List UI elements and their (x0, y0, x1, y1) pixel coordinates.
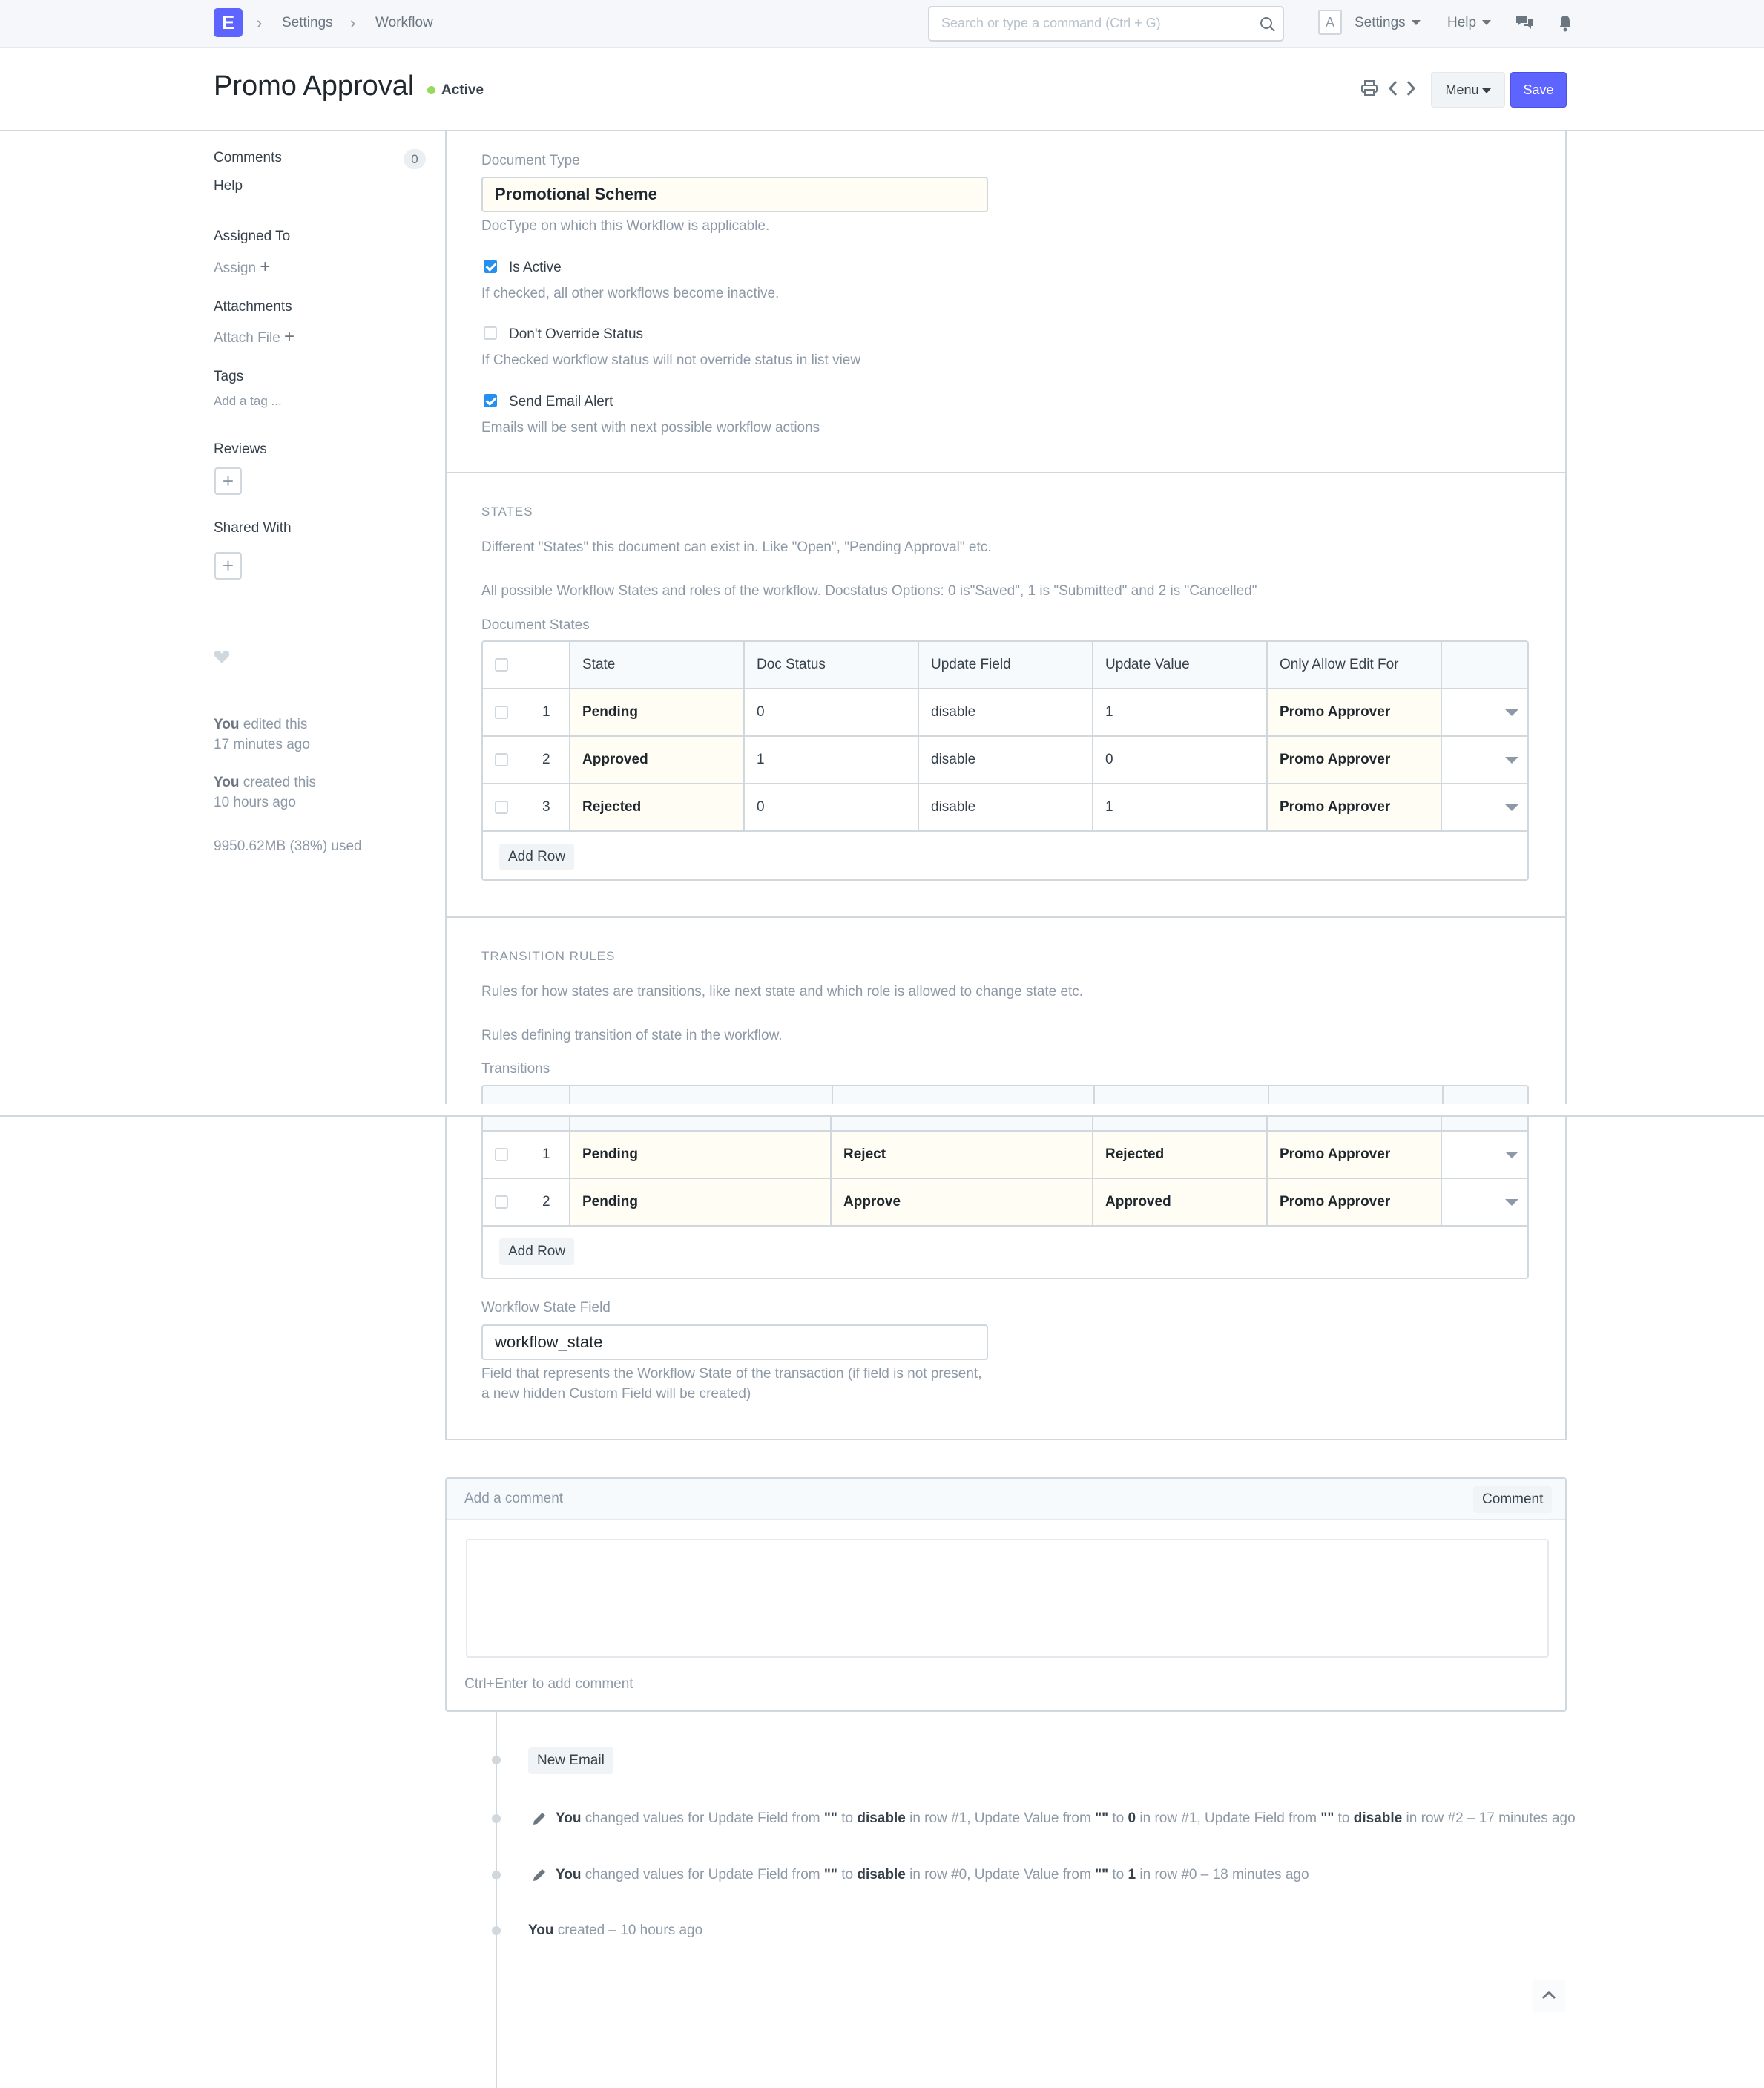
comments-count-badge: 0 (404, 149, 426, 169)
grid-column-divider (1441, 1117, 1442, 1132)
attach-file-link[interactable] (214, 326, 294, 347)
edited-time: 17 minutes ago (214, 737, 310, 752)
timeline-line (496, 1712, 497, 2088)
update-value-cell[interactable]: 0 (1092, 737, 1266, 783)
grid-column-divider (1268, 1086, 1269, 1104)
entry-text: in row #0 – 18 minutes ago (1139, 1867, 1309, 1882)
is-active-checkbox[interactable] (484, 260, 497, 273)
send-email-alert-label: Send Email Alert (509, 394, 613, 410)
menu-button-label: Menu (1445, 82, 1479, 97)
row-expand-caret-icon[interactable] (1505, 709, 1518, 716)
update-field-cell[interactable]: disable (918, 784, 1092, 830)
chevron-right-icon: › (257, 13, 263, 32)
entry-value: "" (1095, 1867, 1109, 1882)
workflow-state-field-label: Workflow State Field (481, 1300, 611, 1316)
timeline-dot (492, 1814, 501, 1823)
allow-edit-cell[interactable]: Promo Approver (1266, 784, 1441, 830)
column-header-actions (1441, 642, 1527, 688)
like-heart-icon[interactable] (214, 650, 230, 665)
created-by (214, 775, 316, 791)
doc-status-cell[interactable]: 0 (743, 784, 918, 830)
transition-action-cell[interactable]: Approve (830, 1179, 1092, 1225)
add-row-button[interactable]: Add Row (499, 1238, 574, 1265)
timeline-dot (492, 1871, 501, 1879)
row-index: 1 (542, 704, 550, 720)
search-box (928, 6, 1284, 42)
row-expand-caret-icon[interactable] (1505, 1152, 1518, 1158)
grid-column-divider (1092, 1117, 1093, 1132)
attach-file-label: Attach File (214, 330, 280, 346)
table-row[interactable] (483, 1132, 1527, 1179)
transitions-desc: Rules for how states are transitions, like next state and which role is allowed to change state etc. (481, 984, 1084, 999)
add-review-button[interactable]: + (214, 467, 242, 495)
document-type-label: Document Type (481, 153, 580, 168)
row-checkbox[interactable] (495, 706, 508, 719)
dont-override-status-desc: If Checked workflow status will not override status in list view (481, 352, 861, 368)
column-header: Only Allow Edit For (1266, 642, 1441, 688)
entry-user: You (556, 1810, 582, 1826)
entry-value: disable (1353, 1810, 1403, 1826)
transitions-label: Transitions (481, 1061, 550, 1077)
row-index: 2 (542, 1194, 550, 1209)
grid-column-divider (1093, 1086, 1095, 1104)
add-tag-input[interactable]: Add a tag ... (214, 394, 282, 408)
timeline-entry (556, 1810, 1576, 1827)
entry-text: to (1337, 1810, 1350, 1826)
states-desc: Different "States" this document can exist in. Like "Open", "Pending Approval" etc. (481, 539, 992, 555)
timeline-dot (492, 1756, 501, 1764)
chat-icon[interactable] (1515, 14, 1534, 32)
row-checkbox[interactable] (495, 753, 508, 766)
entry-text: created – 10 hours ago (557, 1923, 703, 1938)
dont-override-status-checkbox[interactable] (484, 326, 497, 340)
comment-header (447, 1479, 1565, 1520)
table-row[interactable] (483, 737, 1527, 784)
page-title: Promo Approval (214, 70, 415, 102)
entry-value: "" (1320, 1810, 1334, 1826)
row-expand-caret-icon[interactable] (1505, 757, 1518, 764)
notification-bell-icon[interactable] (1558, 14, 1573, 32)
row-expand-caret-icon[interactable] (1505, 1199, 1518, 1206)
next-doc-icon[interactable] (1405, 79, 1417, 97)
comment-box (445, 1477, 1567, 1712)
entry-text: in row #1, Update Field from (1139, 1810, 1317, 1826)
caret-down-icon (1482, 88, 1491, 93)
created-time: 10 hours ago (214, 795, 296, 810)
update-field-cell[interactable]: disable (918, 689, 1092, 735)
status-badge (427, 82, 484, 99)
transition-next-state-cell[interactable]: Approved (1092, 1179, 1266, 1225)
allow-edit-cell[interactable]: Promo Approver (1266, 689, 1441, 735)
transition-action-cell[interactable]: Reject (830, 1132, 1092, 1178)
edit-pencil-icon (531, 1810, 547, 1827)
page-break-gap (0, 1104, 1764, 1116)
chevron-right-icon: › (350, 13, 356, 32)
comment-input[interactable] (466, 1539, 1549, 1658)
row-index: 2 (542, 752, 550, 767)
entry-value: disable (857, 1867, 906, 1882)
grid-column-divider (832, 1086, 833, 1104)
timeline-entry-created (528, 1923, 702, 1939)
settings-dropdown-label: Settings (1355, 15, 1406, 30)
status-text: Active (441, 82, 484, 98)
document-type-field[interactable]: Promotional Scheme (481, 177, 988, 212)
settings-dropdown[interactable] (1355, 15, 1421, 31)
entry-user: You (556, 1867, 582, 1882)
help-dropdown-label: Help (1447, 15, 1477, 30)
states-options-desc: All possible Workflow States and roles of the workflow. Docstatus Options: 0 is"Saved", 1 is "Submitted" and 2 is "Cancelled" (481, 583, 1257, 599)
new-email-button[interactable]: New Email (528, 1747, 613, 1774)
state-cell[interactable]: Approved (569, 737, 743, 783)
transition-state-cell[interactable]: Pending (569, 1132, 830, 1178)
created-by-user: You (214, 775, 240, 790)
plus-icon: + (284, 326, 295, 347)
grid-column-divider (1266, 1117, 1268, 1132)
assigned-to-heading: Assigned To (214, 229, 291, 244)
add-share-button[interactable]: + (214, 552, 242, 580)
avatar[interactable]: A (1318, 10, 1342, 35)
breadcrumb-workflow[interactable]: Workflow (375, 15, 433, 30)
entry-text: to (841, 1867, 854, 1882)
doc-status-cell[interactable]: 0 (743, 689, 918, 735)
caret-down-icon (1482, 20, 1491, 25)
send-email-alert-desc: Emails will be sent with next possible workflow actions (481, 420, 820, 436)
section-divider (445, 472, 1567, 473)
sidebar-help[interactable]: Help (214, 178, 243, 194)
entry-text: in row #1, Update Value from (909, 1810, 1091, 1826)
entry-value: 1 (1128, 1867, 1136, 1882)
transition-next-state-cell[interactable]: Rejected (1092, 1132, 1266, 1178)
transition-state-cell[interactable]: Pending (569, 1179, 830, 1225)
breadcrumb-settings[interactable]: Settings (282, 15, 333, 30)
grid-column-divider (569, 1086, 570, 1104)
entry-text: to (1112, 1867, 1125, 1882)
navbar (0, 0, 1764, 48)
table-row[interactable] (483, 1179, 1527, 1227)
grid-column-divider (1442, 1086, 1444, 1104)
save-button[interactable]: Save (1510, 72, 1567, 108)
grid-column-divider (569, 1117, 570, 1132)
workflow-state-field-input[interactable]: workflow_state (481, 1324, 988, 1360)
chevron-up-icon (1541, 1989, 1557, 2002)
storage-usage: 9950.62MB (38%) used (214, 838, 362, 854)
column-header: Update Field (918, 642, 1092, 688)
transition-allowed-cell[interactable]: Promo Approver (1266, 1179, 1441, 1225)
transitions-grid-header-clipped (481, 1085, 1529, 1104)
reviews-heading: Reviews (214, 441, 267, 457)
created-text: created this (243, 775, 316, 790)
row-checkbox[interactable] (495, 801, 508, 814)
row-index: 3 (542, 799, 550, 815)
assign-label: Assign (214, 260, 257, 276)
timeline-entry (556, 1867, 1309, 1883)
update-field-cell[interactable]: disable (918, 737, 1092, 783)
entry-value: 0 (1128, 1810, 1136, 1826)
transitions-section-title: TRANSITION RULES (481, 949, 616, 963)
column-header: Update Value (1092, 642, 1266, 688)
document-states-label: Document States (481, 617, 590, 633)
document-type-desc: DocType on which this Workflow is applicable. (481, 218, 770, 234)
assign-link[interactable] (214, 257, 270, 278)
status-dot (427, 86, 435, 94)
workflow-state-field-desc: a new hidden Custom Field will be created) (481, 1386, 751, 1402)
is-active-label: Is Active (509, 260, 562, 275)
row-expand-caret-icon[interactable] (1505, 804, 1518, 811)
is-active-desc: If checked, all other workflows become inactive. (481, 286, 780, 301)
entry-text: changed values for Update Field from (585, 1810, 820, 1826)
allow-edit-cell[interactable]: Promo Approver (1266, 737, 1441, 783)
search-icon[interactable] (1259, 16, 1277, 33)
update-value-cell[interactable]: 1 (1092, 784, 1266, 830)
doc-status-cell[interactable]: 1 (743, 737, 918, 783)
table-row[interactable] (483, 784, 1527, 832)
page-head (0, 48, 1764, 131)
entry-text: changed values for Update Field from (585, 1867, 820, 1882)
sidebar-comments[interactable]: Comments (214, 150, 282, 165)
entry-value: "" (1095, 1810, 1109, 1826)
grid-header-row (483, 642, 1527, 689)
entry-value: disable (857, 1810, 906, 1826)
select-all-checkbox[interactable] (495, 658, 508, 672)
menu-button[interactable] (1431, 72, 1505, 108)
comment-placeholder: Add a comment (464, 1491, 564, 1506)
workflow-state-field-desc: Field that represents the Workflow State of the transaction (if field is not present, (481, 1366, 982, 1382)
transitions-grid (481, 1117, 1529, 1279)
timeline-dot (492, 1926, 501, 1935)
state-cell[interactable]: Rejected (569, 784, 743, 830)
states-section-title: STATES (481, 505, 533, 519)
print-icon[interactable] (1360, 80, 1378, 96)
shared-with-heading: Shared With (214, 520, 292, 536)
add-row-button[interactable]: Add Row (499, 844, 574, 870)
edited-by-user: You (214, 717, 240, 732)
edit-pencil-icon (531, 1867, 547, 1883)
table-row[interactable] (483, 689, 1527, 737)
tags-heading: Tags (214, 369, 244, 384)
grid-header-row-clipped (483, 1117, 1527, 1132)
state-cell[interactable]: Pending (569, 689, 743, 735)
entry-text: to (1112, 1810, 1125, 1826)
transition-allowed-cell[interactable]: Promo Approver (1266, 1132, 1441, 1178)
row-checkbox[interactable] (495, 1195, 508, 1209)
row-checkbox[interactable] (495, 1148, 508, 1161)
update-value-cell[interactable]: 1 (1092, 689, 1266, 735)
comment-button[interactable]: Comment (1473, 1486, 1552, 1513)
row-index: 1 (542, 1146, 550, 1162)
entry-user: You (528, 1923, 554, 1938)
send-email-alert-checkbox[interactable] (484, 394, 497, 407)
dont-override-status-label: Don't Override Status (509, 326, 644, 342)
document-states-grid (481, 640, 1529, 881)
comment-hint: Ctrl+Enter to add comment (464, 1676, 633, 1692)
column-header: State (569, 642, 743, 688)
column-header: Doc Status (743, 642, 918, 688)
transitions-rules-desc: Rules defining transition of state in the workflow. (481, 1028, 783, 1043)
caret-down-icon (1412, 20, 1421, 25)
entry-text: in row #0, Update Value from (909, 1867, 1091, 1882)
edited-by (214, 717, 307, 733)
grid-column-divider (830, 1117, 832, 1132)
attachments-heading: Attachments (214, 299, 292, 315)
previous-doc-icon[interactable] (1387, 79, 1399, 97)
entry-text: in row #2 – 17 minutes ago (1406, 1810, 1576, 1826)
plus-icon: + (260, 257, 271, 277)
section-divider (445, 916, 1567, 918)
entry-value: "" (823, 1867, 837, 1882)
entry-value: "" (823, 1810, 837, 1826)
entry-text: to (841, 1810, 854, 1826)
help-dropdown[interactable] (1447, 15, 1491, 31)
app-logo[interactable]: E (214, 8, 243, 37)
edited-text: edited this (243, 717, 308, 732)
scroll-to-top-button[interactable] (1533, 1980, 1565, 2012)
search-input[interactable] (941, 7, 1238, 39)
